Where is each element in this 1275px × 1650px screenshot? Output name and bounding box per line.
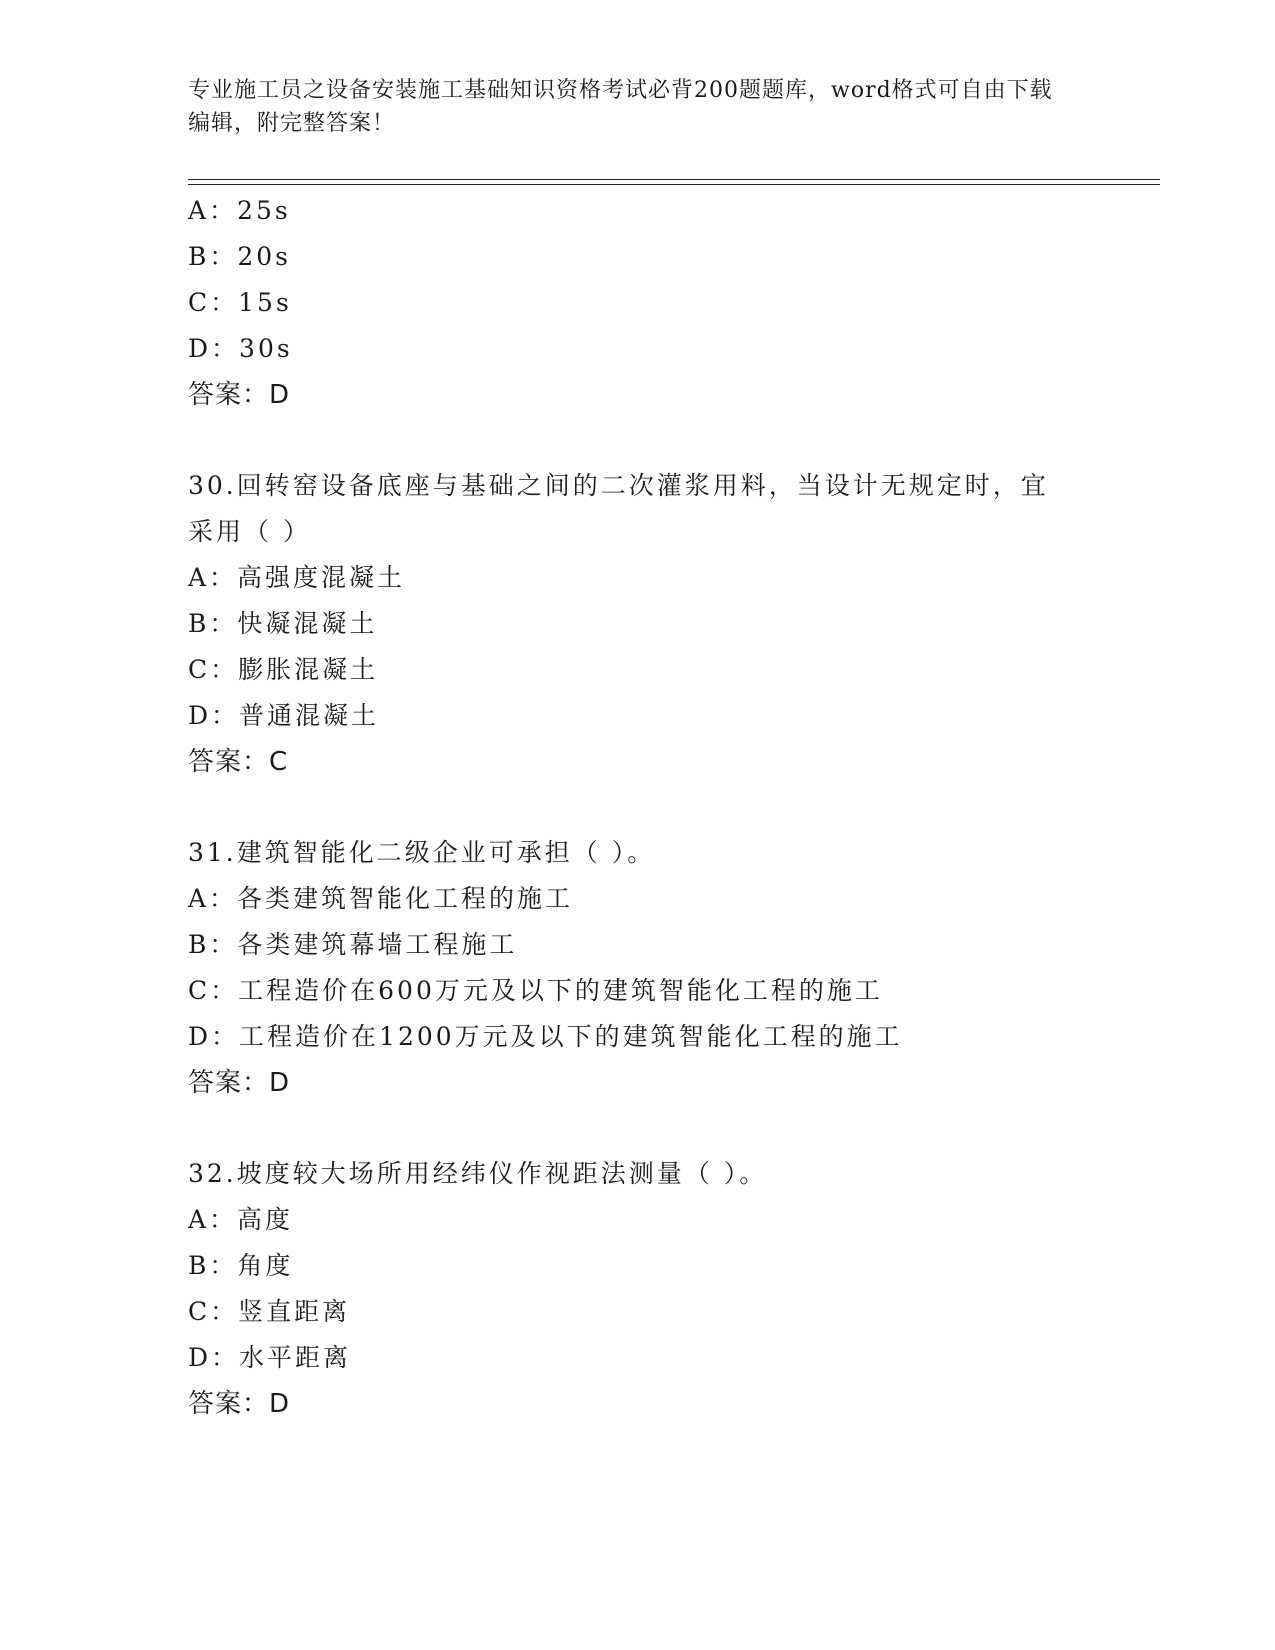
option-a: A：25s: [188, 196, 291, 225]
question-spacer: [188, 785, 1088, 830]
option-a: A：高强度混凝土: [188, 563, 406, 592]
option-b: B：快凝混凝土: [188, 609, 378, 638]
option-c: C：膨胀混凝土: [188, 655, 379, 684]
answer: 答案：D: [188, 1068, 291, 1098]
document-header: 专业施工员之设备安装施工基础知识资格考试必背200题题库，word格式可自由下载编辑，附完整答案！: [188, 78, 1053, 136]
question-spacer: [188, 418, 1088, 463]
answer: 答案：D: [188, 1389, 291, 1419]
option-d: D：工程造价在1200万元及以下的建筑智能化工程的施工: [188, 1022, 903, 1051]
option-b: B：角度: [188, 1251, 294, 1280]
question-31: [188, 830, 1088, 1106]
option-d: D：30s: [188, 334, 293, 363]
option-d: D：水平距离: [188, 1343, 352, 1372]
question-title: 32.坡度较大场所用经纬仪作视距法测量（ ）。: [188, 1159, 768, 1188]
question-29: [188, 188, 1088, 418]
question-spacer: [188, 1106, 1088, 1151]
header-rule-top: [188, 179, 1160, 180]
option-c: C：竖直距离: [188, 1297, 351, 1326]
header-rule-bottom: [188, 184, 1160, 185]
option-c: C：15s: [188, 288, 292, 317]
option-b: B：20s: [188, 242, 292, 271]
option-d: D：普通混凝土: [188, 701, 380, 730]
question-title: 31.建筑智能化二级企业可承担（ ）。: [188, 838, 656, 867]
question-32: [188, 1151, 1088, 1427]
question-title: 30.回转窑设备底座与基础之间的二次灌浆用料，当设计无规定时，宜采用（ ）: [188, 471, 1049, 546]
question-30: [188, 463, 1088, 785]
option-a: A：高度: [188, 1205, 294, 1234]
answer: 答案：D: [188, 380, 291, 410]
answer: 答案：C: [188, 747, 289, 777]
option-c: C：工程造价在600万元及以下的建筑智能化工程的施工: [188, 976, 883, 1005]
document-body: [188, 188, 1088, 1427]
option-a: A：各类建筑智能化工程的施工: [188, 884, 574, 913]
option-b: B：各类建筑幕墙工程施工: [188, 930, 518, 959]
